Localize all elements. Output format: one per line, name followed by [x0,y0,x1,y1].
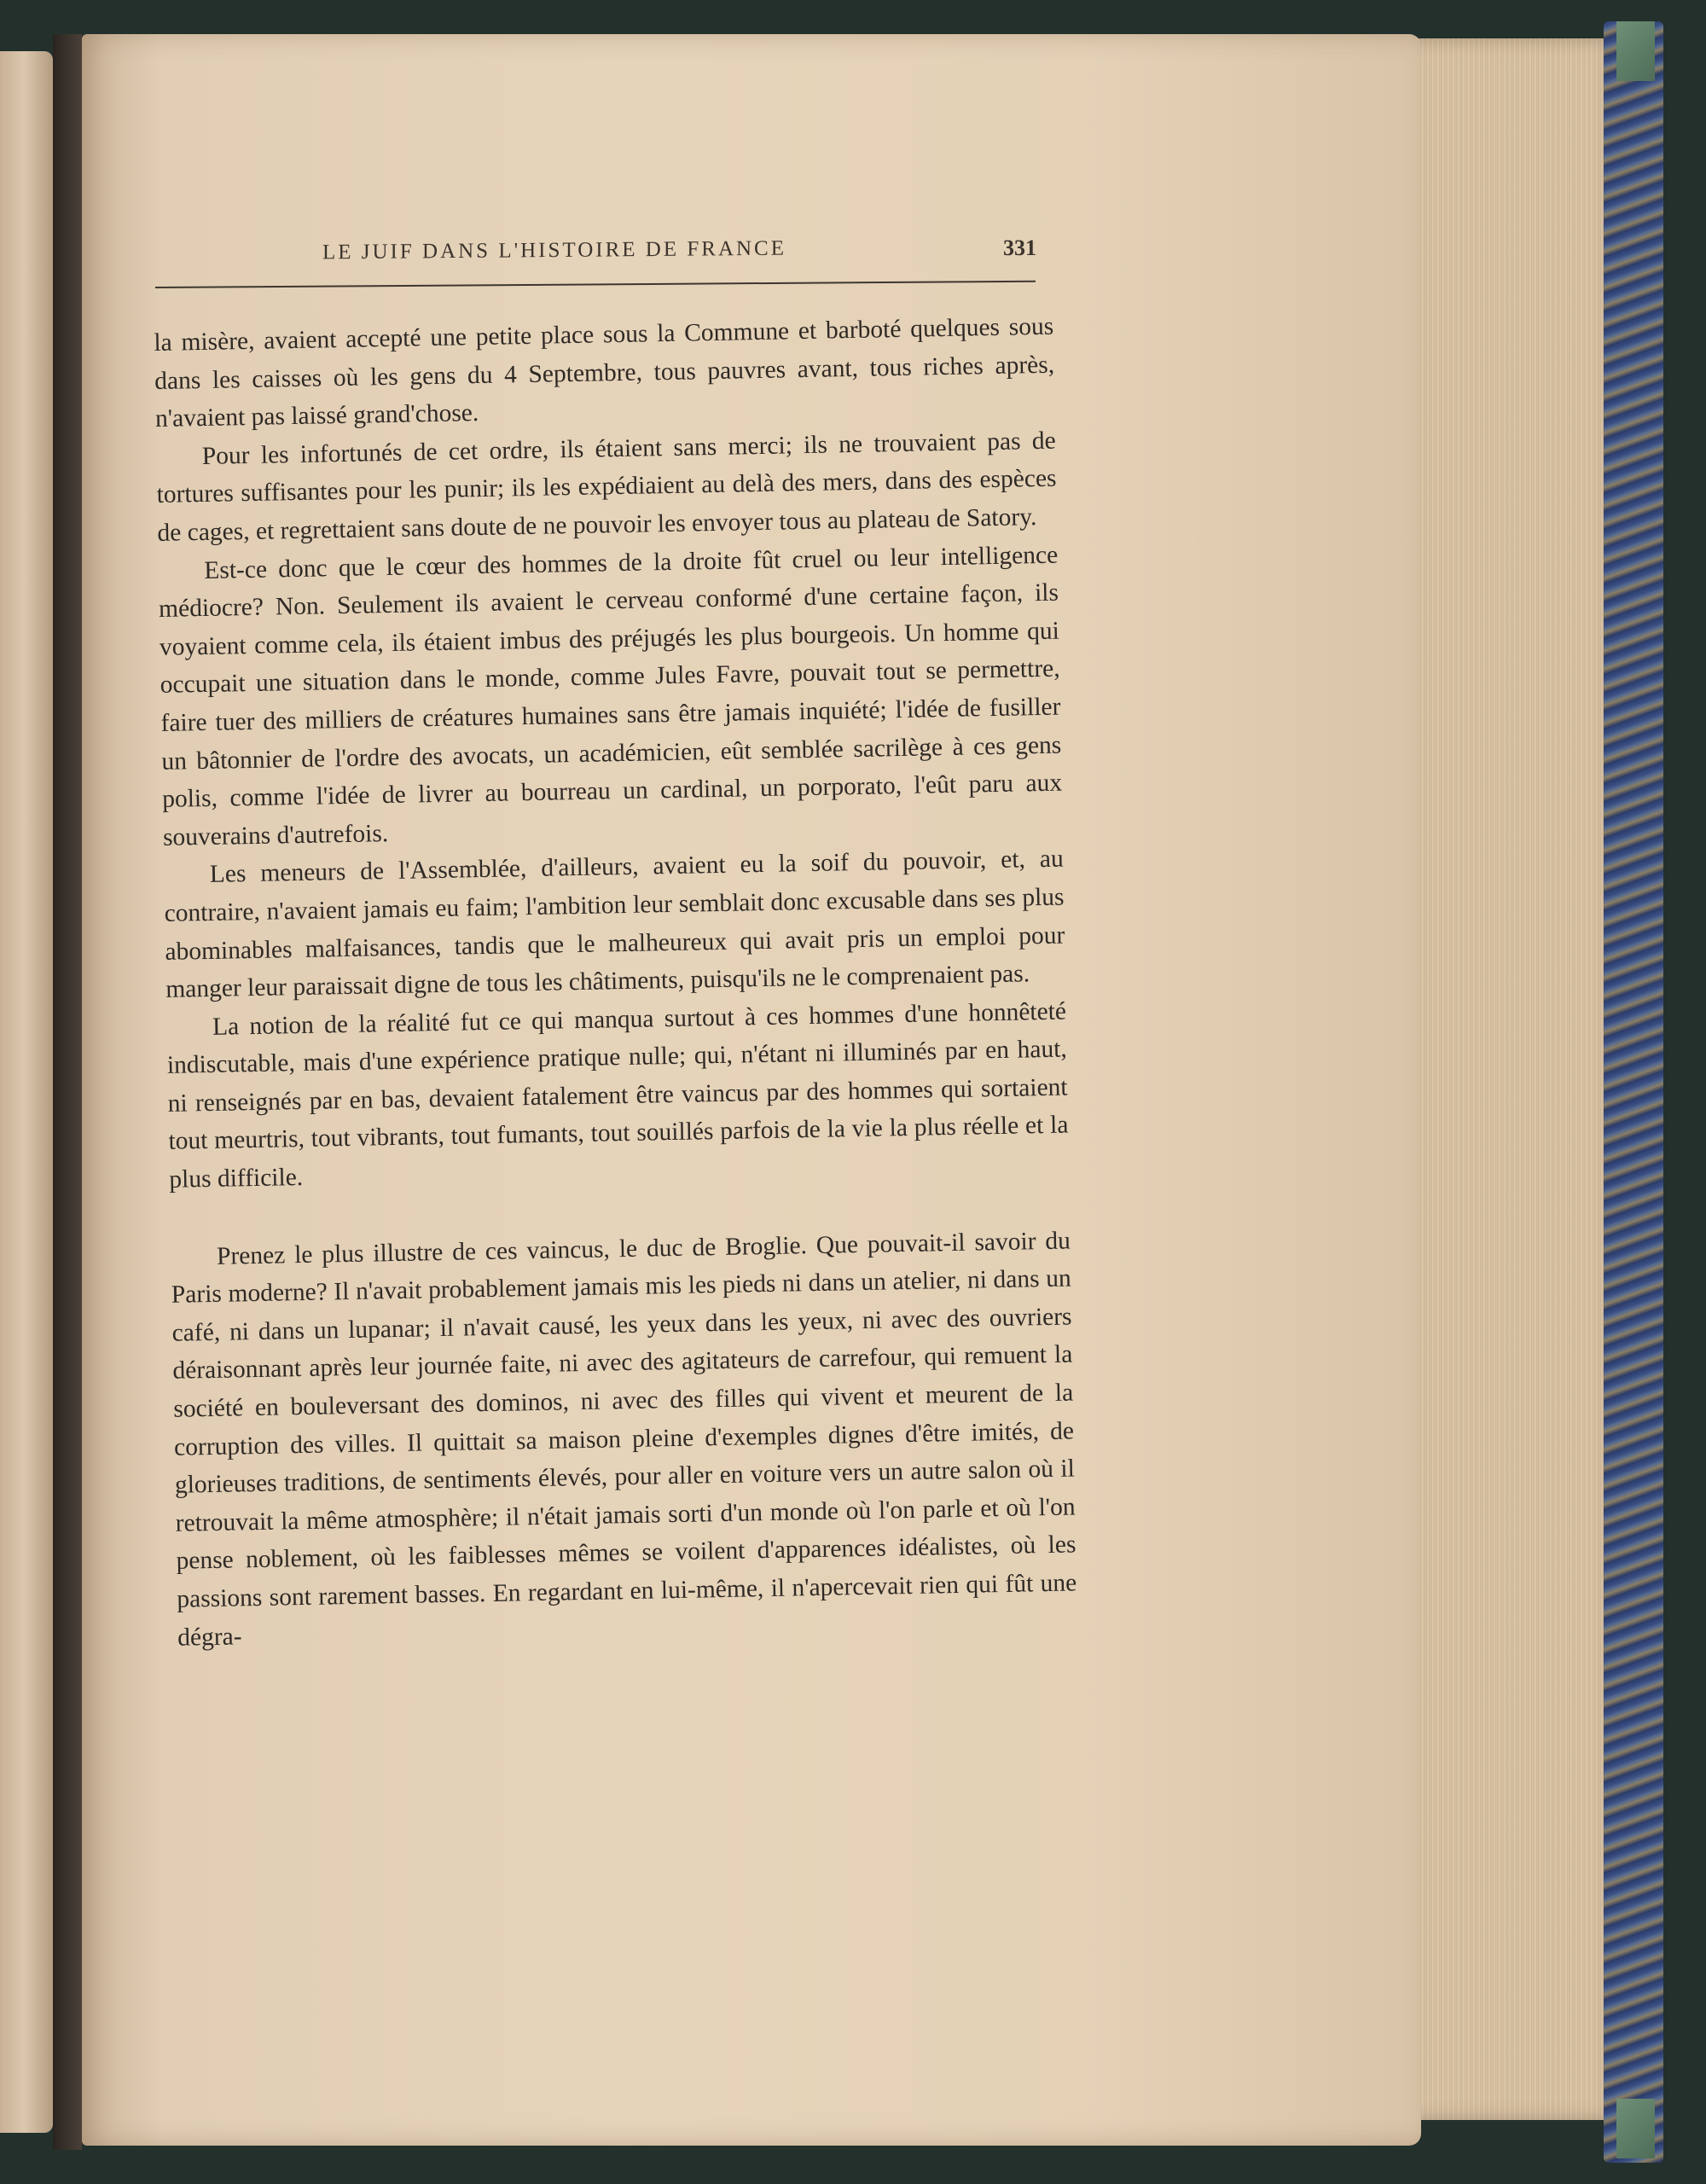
running-head [158,235,1036,282]
page-block-edges [1399,38,1621,2120]
book-gutter [53,34,82,2150]
cover-corner-bottom [1616,2099,1655,2158]
marbled-cover [1604,21,1663,2163]
body-text [154,308,1077,1657]
running-head-title: LE JUIF DANS L'HISTOIRE DE FRANCE [322,236,787,264]
paragraph: La notion de la réalité fut ce qui manqua surtout à ces hommes d'une honnêteté indiscutable, mais d'une expérience pratique nulle; qui, n'étant ni illuminés par en haut, ni renseignés par en bas, devaient fatalement être vaincus par des hommes qui sortaient tout meurtris, tout vibrants, tout fumants, tout souillés parfois de la vie la plus réelle et la plus difficile. [166,997,1069,1194]
paragraph: Pour les infortunés de cet ordre, ils étaient sans merci; ils ne trouvaient pas de tortures suffisantes pour les punir; ils les expédiaient au delà des mers, dans des espèces de cages, et regrettaient sans doute de ne pouvoir les envoyer tous au plateau de Satory. [156,427,1057,547]
page-number: 331 [1003,235,1036,260]
paragraph: Les meneurs de l'Assemblée, d'ailleurs, avaient eu la soif du pouvoir, et, au contraire, n'avaient jamais eu faim; l'ambition leur semblait donc excusable dans ses plus abominables malfaisances, tandis que le malheureux qui avait pris un emploi pour manger leur paraissait digne de tous les châtiments, puisqu'ils ne le comprenaient pas. [164,845,1065,1003]
paragraph: Est-ce donc que le cœur des hommes de la droite fût cruel ou leur intelligence médiocre? Non. Seulement ils avaient le cerveau conformé d'une certaine façon, ils voyaient comme cela, ils étaient imbus des préjugés les plus bourgeois. Un homme qui occupait une situation dans le monde, comme Jules Favre, pouvait tout se permettre, faire tuer des milliers de créatures humaines sans être jamais inquiété; l'idée de fusiller un bâtonnier de l'ordre des avocats, un académicien, eût semblée sacrilège à ces gens polis, comme l'idée de livrer au bourreau un cardinal, un porporato, l'eût paru aux souverains d'autrefois. [158,541,1063,851]
paragraph: la misère, avaient accepté une petite place sous la Commune et barboté quelques sous dans les caisses où les gens du 4 Septembre, tous pauvres avant, tous riches après, n'avaient pas laissé grand'chose. [154,312,1055,433]
cover-corner-top [1616,21,1655,81]
paragraph: Prenez le plus illustre de ces vaincus, le duc de Broglie. Que pouvait-il savoir du Paris moderne? Il n'avait probablement jamais mis les pieds ni dans un atelier, ni dans un café, ni dans un lupanar; il n'avait causé, les yeux dans les yeux, ni avec des ouvriers déraisonnant après leur journée faite, ni avec des agitateurs de carrefour, qui remuent la société en bouleversant des dominos, ni avec des filles qui vivent et meurent de la corruption des villes. Il quittait sa maison pleine d'exemples dignes d'être imités, de glorieuses traditions, de sentiments élevés, pour aller en voiture vers un autre salon où il retrouvait la même atmosphère; il n'était jamais sorti d'un monde où l'on parle et où l'on pense noblement, où les faiblesses mêmes se voilent d'apparences idéalistes, où les passions sont rarement basses. En regardant en lui-même, il n'apercevait rien qui fût une dégra- [171,1227,1077,1652]
left-page-edge [0,51,53,2133]
